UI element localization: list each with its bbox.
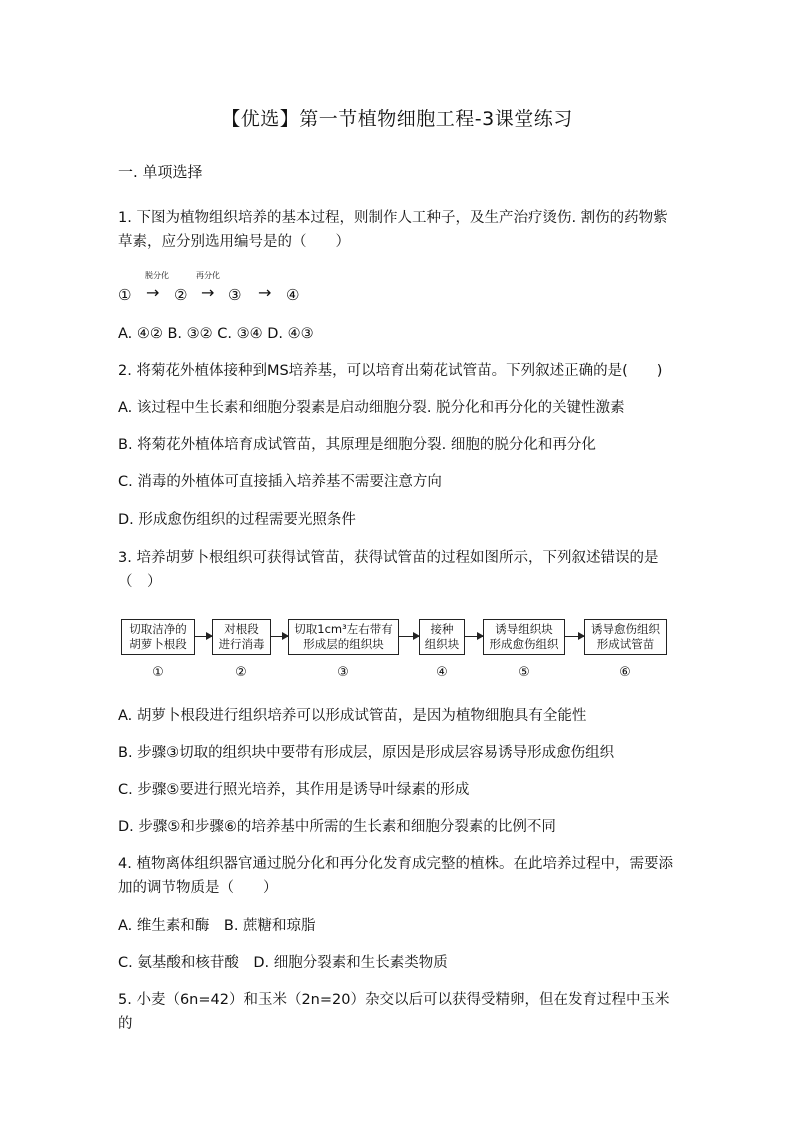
process-label-redifferentiation: 再分化 [196, 271, 220, 280]
question-2-option-d: D. 形成愈伤组织的过程需要光照条件 [118, 512, 356, 528]
process-stage-1: ① [118, 286, 132, 304]
question-2-option-a: A. 该过程中生长素和细胞分裂素是启动细胞分裂. 脱分化和再分化的关键性激素 [118, 400, 625, 416]
question-3-option-b: B. 步骤③切取的组织块中要带有形成层，原因是形成层容易诱导形成愈伤组织 [118, 745, 615, 761]
flow-arrow-icon [195, 636, 212, 637]
flow-arrow-icon [399, 636, 419, 637]
process-diagram-1 [118, 270, 418, 310]
question-1-text: 1. 下图为植物组织培养的基本过程，则制作人工种子，及生产治疗烫伤. 割伤的药物紫草素，应分别选用编号是的（ ） [118, 210, 668, 250]
flow-step-number: ⑤ [518, 665, 530, 680]
flow-step-6: 诱导愈伤组织 形成试管苗 [584, 619, 667, 655]
flow-step-3: 切取1cm³左右带有 形成层的组织块 [288, 619, 399, 655]
question-4-options-cd: C. 氨基酸和核苷酸 D. 细胞分裂素和生长素类物质 [118, 955, 448, 971]
flow-arrow-icon [271, 636, 288, 637]
process-flowchart [121, 614, 673, 686]
flow-step-number: ④ [436, 665, 448, 680]
flow-step-4: 接种 组织块 [419, 619, 465, 655]
flow-step-number: ⑥ [619, 665, 631, 680]
question-2-option-b: B. 将菊花外植体培育成试管苗，其原理是细胞分裂. 细胞的脱分化和再分化 [118, 437, 596, 453]
flow-step-2: 对根段 进行消毒 [212, 619, 271, 655]
arrow-icon: → [258, 283, 272, 302]
flow-step-5: 诱导组织块 形成愈伤组织 [483, 619, 565, 655]
flow-step-number: ② [235, 665, 247, 680]
question-3-text: 3. 培养胡萝卜根组织可获得试管苗，获得试管苗的过程如图所示，下列叙述错误的是（ ） [118, 550, 659, 590]
question-5-text: 5. 小麦（6n=42）和玉米（2n=20）杂交以后可以获得受精卵，但在发育过程中玉米的 [118, 992, 670, 1032]
arrow-icon: → [146, 283, 160, 302]
process-stage-3: ③ [228, 286, 242, 304]
flow-arrow-icon [565, 636, 584, 637]
process-label-dedifferentiation: 脱分化 [145, 271, 169, 280]
flow-step-number: ③ [337, 665, 349, 680]
question-4-options-ab: A. 维生素和酶 B. 蔗糖和琼脂 [118, 918, 316, 934]
question-3-option-c: C. 步骤⑤要进行照光培养，其作用是诱导叶绿素的形成 [118, 782, 470, 798]
page-title: 【优选】第一节植物细胞工程-3课堂练习 [221, 108, 573, 130]
process-stage-2: ② [174, 286, 188, 304]
process-stage-4: ④ [286, 286, 300, 304]
flow-arrow-icon [465, 636, 483, 637]
question-1-options: A. ④② B. ③② C. ③④ D. ④③ [118, 326, 314, 342]
section-heading: 一. 单项选择 [118, 163, 203, 181]
flow-step-1: 切取洁净的 胡萝卜根段 [121, 619, 195, 655]
flow-step-number: ① [152, 665, 164, 680]
arrow-icon: → [201, 283, 215, 302]
question-3-option-d: D. 步骤⑤和步骤⑥的培养基中所需的生长素和细胞分裂素的比例不同 [118, 819, 556, 835]
question-3-option-a: A. 胡萝卜根段进行组织培养可以形成试管苗，是因为植物细胞具有全能性 [118, 708, 587, 724]
question-4-text: 4. 植物离体组织器官通过脱分化和再分化发育成完整的植株。在此培养过程中，需要添加的调节物质是（ ） [118, 856, 673, 896]
question-2-text: 2. 将菊花外植体接种到MS培养基，可以培育出菊花试管苗。下列叙述正确的是( ) [118, 363, 663, 379]
question-2-option-c: C. 消毒的外植体可直接插入培养基不需要注意方向 [118, 474, 442, 490]
